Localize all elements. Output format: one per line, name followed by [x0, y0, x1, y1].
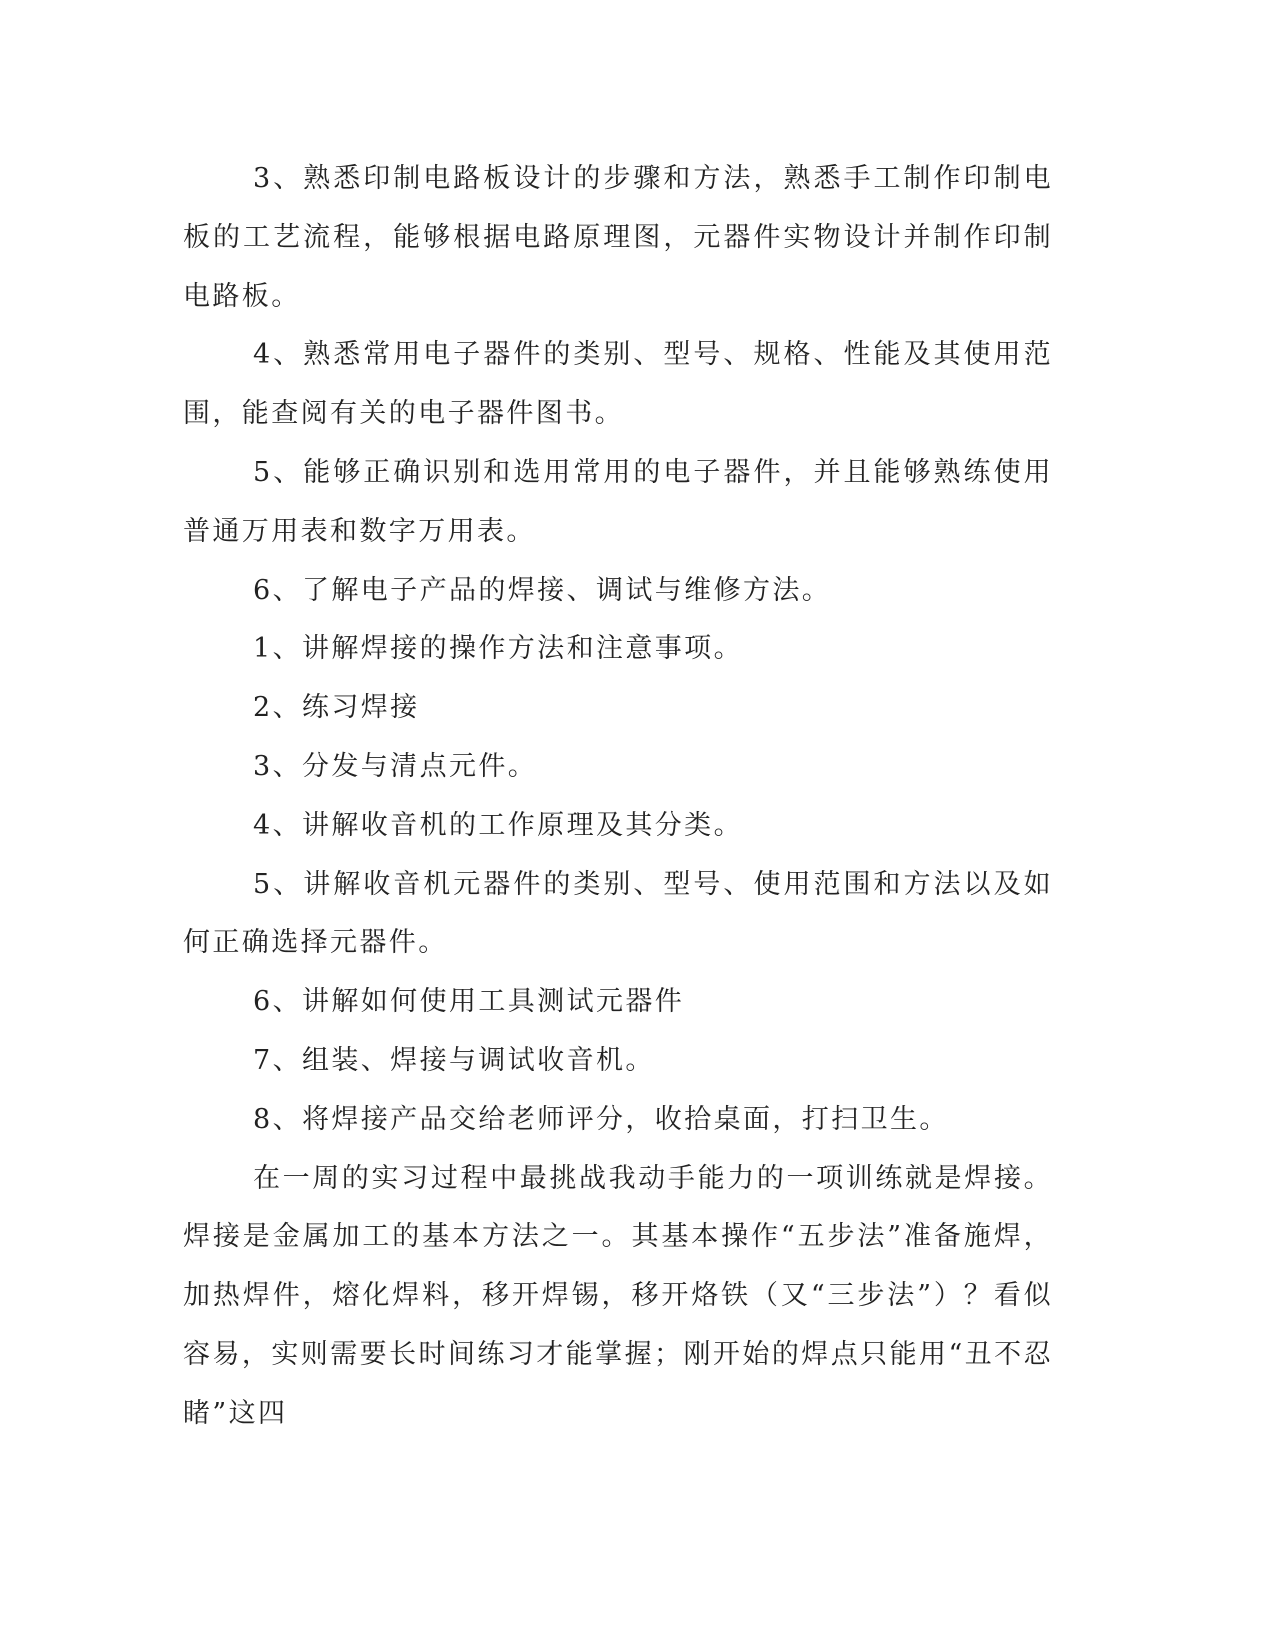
paragraph-step-6-testing-tools: 6、讲解如何使用工具测试元器件: [253, 986, 685, 1018]
paragraph-step-2-practice-soldering: 2、练习焊接: [253, 692, 420, 724]
paragraph-item-3-pcb-design: 3、熟悉印制电路板设计的步骤和方法，熟悉手工制作印制电板的工艺流程，能够根据电路原理图，元器件实物设计并制作印制电路板。: [183, 163, 1053, 312]
paragraph-step-5-radio-components: 5、讲解收音机元器件的类别、型号、使用范围和方法以及如何正确选择元器件。: [183, 868, 1053, 959]
paragraph-step-3-distribute-components: 3、分发与清点元件。: [253, 750, 538, 782]
paragraph-step-7-assemble-radio: 7、组装、焊接与调试收音机。: [253, 1044, 655, 1076]
document-body: [183, 150, 1053, 1444]
paragraph-item-6-soldering-methods: 6、了解电子产品的焊接、调试与维修方法。: [253, 574, 832, 606]
paragraph-step-1-explain-soldering: 1、讲解焊接的操作方法和注意事项。: [253, 633, 743, 665]
paragraph-item-4-components-types: 4、熟悉常用电子器件的类别、型号、规格、性能及其使用范围，能查阅有关的电子器件图书。: [183, 339, 1053, 430]
paragraph-reflection-soldering: 在一周的实习过程中最挑战我动手能力的一项训练就是焊接。焊接是金属加工的基本方法之一。其基本操作“五步法”准备施焊，加热焊件，熔化焊料，移开焊锡，移开烙铁（又“三步法”）？看似容易，实则需要长时间练习才能掌握；刚开始的焊点只能用“丑不忍睹”这四: [183, 1162, 1053, 1429]
paragraph-step-8-grading-cleanup: 8、将焊接产品交给老师评分，收拾桌面，打扫卫生。: [253, 1103, 949, 1135]
paragraph-step-4-radio-principle: 4、讲解收音机的工作原理及其分类。: [253, 809, 743, 841]
paragraph-item-5-multimeter: 5、能够正确识别和选用常用的电子器件，并且能够熟练使用普通万用表和数字万用表。: [183, 456, 1053, 547]
